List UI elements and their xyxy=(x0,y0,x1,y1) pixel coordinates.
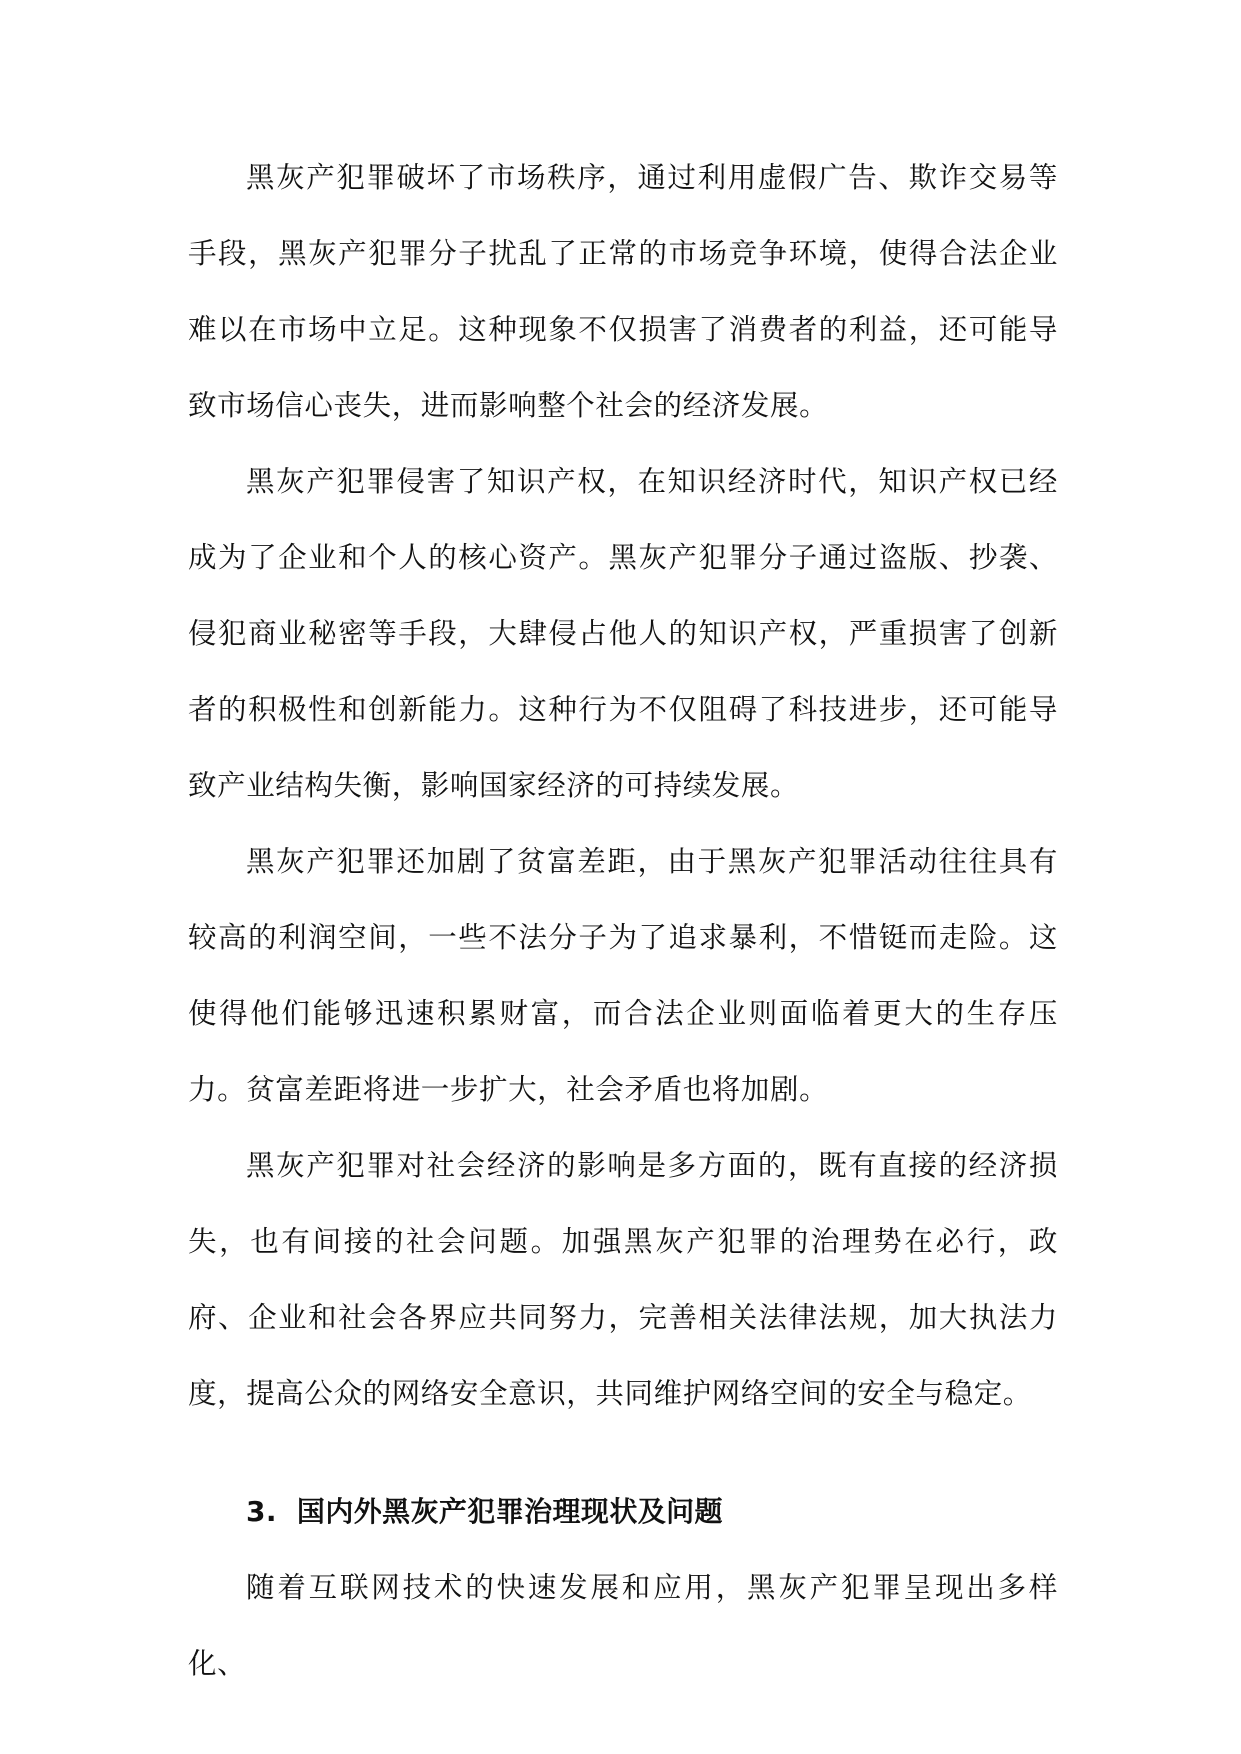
document-body xyxy=(188,140,1058,1702)
paragraph-section-intro: 随着互联网技术的快速发展和应用，黑灰产犯罪呈现出多样化、 xyxy=(188,1571,1058,1680)
paragraph-intellectual-property: 黑灰产犯罪侵害了知识产权，在知识经济时代，知识产权已经成为了企业和个人的核心资产。黑灰产犯罪分子通过盗版、抄袭、侵犯商业秘密等手段，大肆侵占他人的知识产权，严重损害了创新者的积极性和创新能力。这种行为不仅阻碍了科技进步，还可能导致产业结构失衡，影响国家经济的可持续发展。 xyxy=(188,465,1058,802)
paragraph-economic-impact: 黑灰产犯罪对社会经济的影响是多方面的，既有直接的经济损失，也有间接的社会问题。加强黑灰产犯罪的治理势在必行，政府、企业和社会各界应共同努力，完善相关法律法规，加大执法力度，提高公众的网络安全意识，共同维护网络空间的安全与稳定。 xyxy=(188,1149,1058,1410)
section-heading xyxy=(188,1474,1058,1550)
section-number: 3. xyxy=(246,1495,277,1528)
paragraph-wealth-gap: 黑灰产犯罪还加剧了贫富差距，由于黑灰产犯罪活动往往具有较高的利润空间，一些不法分子为了追求暴利，不惜铤而走险。这使得他们能够迅速积累财富，而合法企业则面临着更大的生存压力。贫富差距将进一步扩大，社会矛盾也将加剧。 xyxy=(188,845,1058,1106)
section-title: 国内外黑灰产犯罪治理现状及问题 xyxy=(296,1495,723,1528)
paragraph-market-order: 黑灰产犯罪破坏了市场秩序，通过利用虚假广告、欺诈交易等手段，黑灰产犯罪分子扰乱了正常的市场竞争环境，使得合法企业难以在市场中立足。这种现象不仅损害了消费者的利益，还可能导致市场信心丧失，进而影响整个社会的经济发展。 xyxy=(188,161,1058,422)
